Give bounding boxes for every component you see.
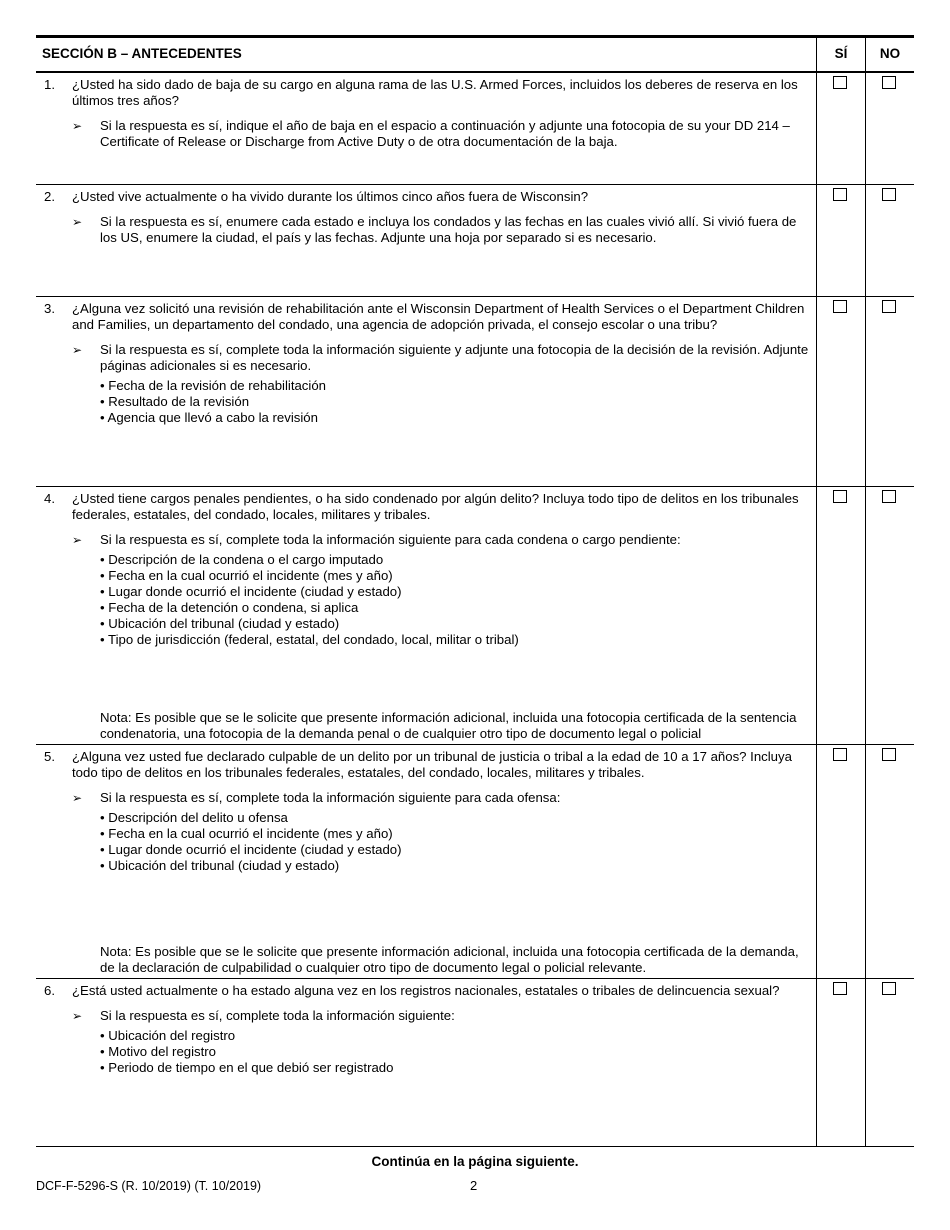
arrow-bullet-icon: ➢ — [72, 1009, 83, 1023]
bullet-item: • Lugar donde ocurrió el incidente (ciudad y estado) — [100, 584, 402, 599]
question-number: 1. — [44, 77, 55, 92]
q2-no-checkbox[interactable] — [882, 188, 896, 201]
continue-notice: Continúa en la página siguiente. — [371, 1154, 579, 1169]
question-number: 3. — [44, 301, 55, 316]
form-code: DCF-F-5296-S (R. 10/2019) (T. 10/2019) — [36, 1179, 262, 1193]
section-header — [36, 35, 914, 73]
question-row-3 — [36, 297, 914, 487]
q4-yes-checkbox[interactable] — [833, 490, 847, 503]
bullet-item: • Fecha en la cual ocurrió el incidente (mes y año) — [100, 568, 393, 583]
q6-no-checkbox[interactable] — [882, 982, 896, 995]
question-instruction: Si la respuesta es sí, complete toda la información siguiente y adjunte una fotocopia de la decisión de la revisión. Adjunte páginas adicionales si es necesario. — [100, 342, 809, 373]
bullet-item: • Fecha de la detención o condena, si aplica — [100, 600, 359, 615]
arrow-bullet-icon: ➢ — [72, 533, 83, 547]
question-number: 4. — [44, 491, 55, 506]
q4-no-checkbox[interactable] — [882, 490, 896, 503]
bullet-item: • Periodo de tiempo en el que debió ser registrado — [100, 1060, 394, 1075]
question-row-5 — [36, 745, 914, 979]
bullet-item: • Resultado de la revisión — [100, 394, 250, 409]
yes-column-header: SÍ — [816, 38, 865, 71]
q1-yes-checkbox[interactable] — [833, 76, 847, 89]
bullet-list — [100, 552, 816, 648]
section-title: SECCIÓN B – ANTECEDENTES — [42, 46, 242, 61]
q1-no-checkbox[interactable] — [882, 76, 896, 89]
bullet-item: • Descripción de la condena o el cargo imputado — [100, 552, 384, 567]
bullet-item: • Descripción del delito u ofensa — [100, 810, 288, 825]
q5-yes-checkbox[interactable] — [833, 748, 847, 761]
bullet-item: • Ubicación del tribunal (ciudad y estado) — [100, 616, 340, 631]
question-instruction: Si la respuesta es sí, indique el año de baja en el espacio a continuación y adjunte una fotocopia de su your DD 214 – Certificate of Release or Discharge from Active Duty o de otra documentación de la baja. — [100, 118, 790, 149]
bullet-item: • Lugar donde ocurrió el incidente (ciudad y estado) — [100, 842, 402, 857]
q2-yes-checkbox[interactable] — [833, 188, 847, 201]
question-text: ¿Usted tiene cargos penales pendientes, o ha sido condenado por algún delito? Incluya todo tipo de delitos en los tribunales federales, estatales, del condado, locales, militares y tribales. — [72, 491, 799, 522]
question-instruction: Si la respuesta es sí, complete toda la información siguiente para cada condena o cargo pendiente: — [100, 532, 681, 547]
question-instruction: Si la respuesta es sí, complete toda la información siguiente para cada ofensa: — [100, 790, 561, 805]
bullet-list — [100, 378, 816, 426]
question-instruction: Si la respuesta es sí, enumere cada estado e incluya los condados y las fechas en las cuales vivió allí. Si vivió fuera de los US, enumere la ciudad, el país y las fechas. Adjunte una hoja por separado si es necesario. — [100, 214, 797, 245]
page-number: 2 — [470, 1178, 478, 1193]
question-instruction: Si la respuesta es sí, complete toda la información siguiente: — [100, 1008, 455, 1023]
question-text: ¿Usted vive actualmente o ha vivido durante los últimos cinco años fuera de Wisconsin? — [72, 189, 589, 204]
arrow-bullet-icon: ➢ — [72, 119, 83, 133]
question-text: ¿Usted ha sido dado de baja de su cargo en alguna rama de las U.S. Armed Forces, incluidos los deberes de reserva en los últimos tres años? — [72, 77, 798, 108]
q6-yes-checkbox[interactable] — [833, 982, 847, 995]
question-row-2 — [36, 185, 914, 297]
question-number: 5. — [44, 749, 55, 764]
bullet-item: • Fecha en la cual ocurrió el incidente (mes y año) — [100, 826, 393, 841]
bullet-item: • Ubicación del tribunal (ciudad y estado) — [100, 858, 340, 873]
question-text: ¿Alguna vez usted fue declarado culpable de un delito por un tribunal de justicia o tribal a la edad de 10 a 17 años? Incluya todo tipo de delitos en los tribunales federales, estatales, del condado, locales, militares y tribales. — [72, 749, 792, 780]
bullet-list — [100, 1028, 816, 1076]
question-text: ¿Está usted actualmente o ha estado alguna vez en los registros nacionales, estatales o tribales de delincuencia sexual? — [72, 983, 780, 998]
bullet-item: • Motivo del registro — [100, 1044, 217, 1059]
question-number: 6. — [44, 983, 55, 998]
bullet-list — [100, 810, 816, 874]
section-b-table — [36, 35, 914, 1147]
arrow-bullet-icon: ➢ — [72, 343, 83, 357]
question-text: ¿Alguna vez solicitó una revisión de rehabilitación ante el Wisconsin Department of Health Services o el Department Children and Families, un departamento del condado, una agencia de adopción privada, el consejo escolar o una tribu? — [72, 301, 805, 332]
bullet-item: • Fecha de la revisión de rehabilitación — [100, 378, 327, 393]
arrow-bullet-icon: ➢ — [72, 791, 83, 805]
q3-no-checkbox[interactable] — [882, 300, 896, 313]
question-row-4 — [36, 487, 914, 745]
arrow-bullet-icon: ➢ — [72, 215, 83, 229]
q3-yes-checkbox[interactable] — [833, 300, 847, 313]
bullet-item: • Tipo de jurisdicción (federal, estatal, del condado, local, militar o tribal) — [100, 632, 519, 647]
question-row-1 — [36, 73, 914, 185]
question-note: Nota: Es posible que se le solicite que presente información adicional, incluida una fotocopia certificada de la demanda, de la declaración de culpabilidad o cualquier otro tipo de documento legal o policial relevante. — [100, 944, 799, 975]
bullet-item: • Agencia que llevó a cabo la revisión — [100, 410, 318, 425]
no-column-header: NO — [865, 38, 914, 71]
question-note: Nota: Es posible que se le solicite que presente información adicional, incluida una fotocopia certificada de la sentencia condenatoria, una fotocopia de la demanda penal o de cualquier otro tipo de documento legal o policial — [100, 710, 797, 741]
q5-no-checkbox[interactable] — [882, 748, 896, 761]
bullet-item: • Ubicación del registro — [100, 1028, 236, 1043]
question-number: 2. — [44, 189, 55, 204]
question-row-6 — [36, 979, 914, 1147]
